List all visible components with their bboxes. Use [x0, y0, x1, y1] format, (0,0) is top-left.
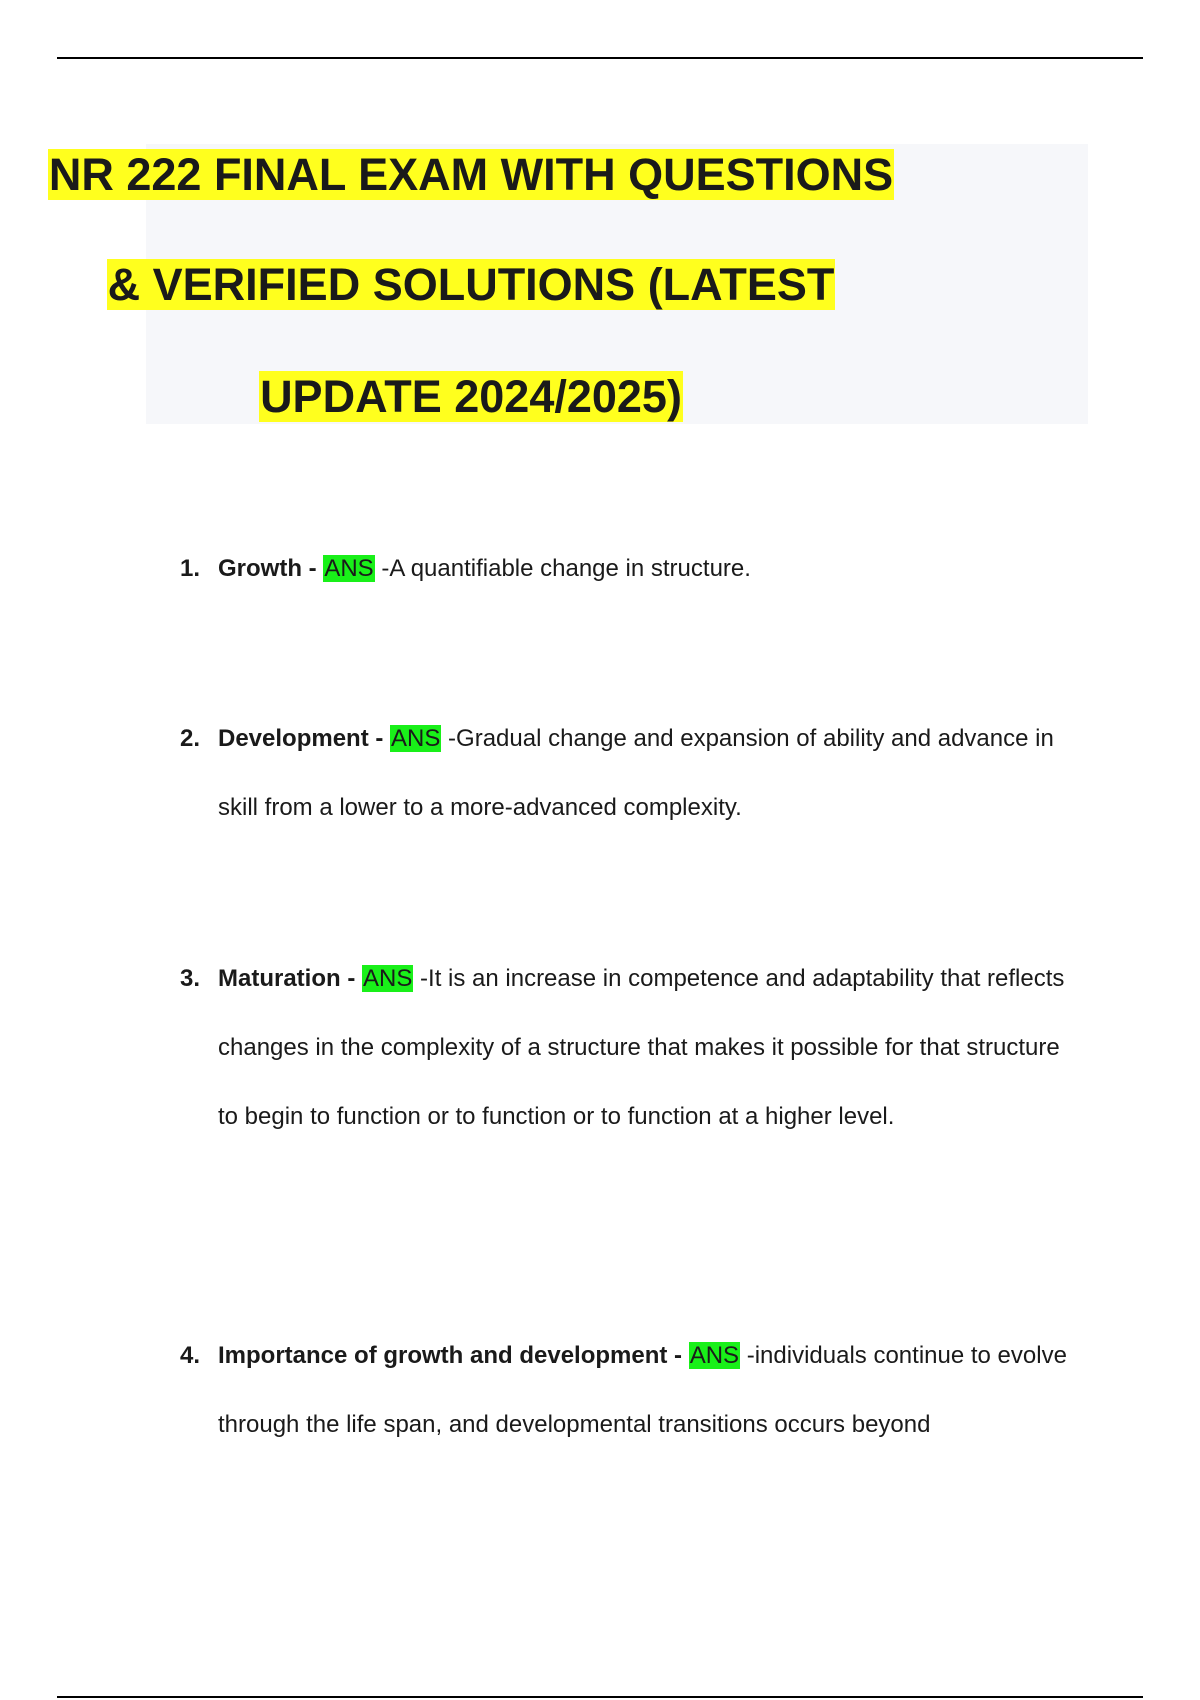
question-term: Importance of growth and development - [218, 1342, 689, 1369]
question-item [180, 944, 1080, 1151]
question-item [180, 1321, 1080, 1459]
question-number: 4. [180, 1342, 201, 1369]
answer-tag: ANS [391, 725, 441, 752]
question-number: 2. [180, 725, 201, 752]
question-body [218, 704, 1080, 842]
question-number: 3. [180, 965, 201, 992]
question-term: Maturation - [218, 965, 362, 992]
document-title-line-3: UPDATE 2024/2025) [260, 371, 682, 422]
question-term: Growth - [218, 555, 324, 582]
question-item [180, 534, 1080, 603]
footer-rule [57, 1696, 1143, 1698]
question-body [218, 534, 1080, 603]
document-title-line-1: NR 222 FINAL EXAM WITH QUESTIONS [48, 149, 894, 200]
answer-text: -A quantifiable change in structure. [374, 555, 751, 582]
answer-text: -individuals continue to evolve through the life span, and developmental transitions occurs beyond [218, 1342, 1067, 1438]
question-body [218, 944, 1080, 1151]
answer-tag: ANS [363, 965, 413, 992]
document-title-line-2: & VERIFIED SOLUTIONS (LATEST [107, 259, 835, 310]
answer-tag: ANS [324, 555, 374, 582]
answer-text: -Gradual change and expansion of ability and advance in skill from a lower to a more-advanced complexity. [218, 725, 1054, 821]
question-number: 1. [180, 555, 201, 582]
answer-tag: ANS [689, 1342, 740, 1369]
question-term: Development - [218, 725, 391, 752]
answer-text: -It is an increase in competence and adaptability that reflects changes in the complexity of a structure that makes it possible for that structure to begin to function or to function or to function at a higher level. [218, 965, 1065, 1130]
question-item [180, 704, 1080, 842]
question-body [218, 1321, 1080, 1459]
